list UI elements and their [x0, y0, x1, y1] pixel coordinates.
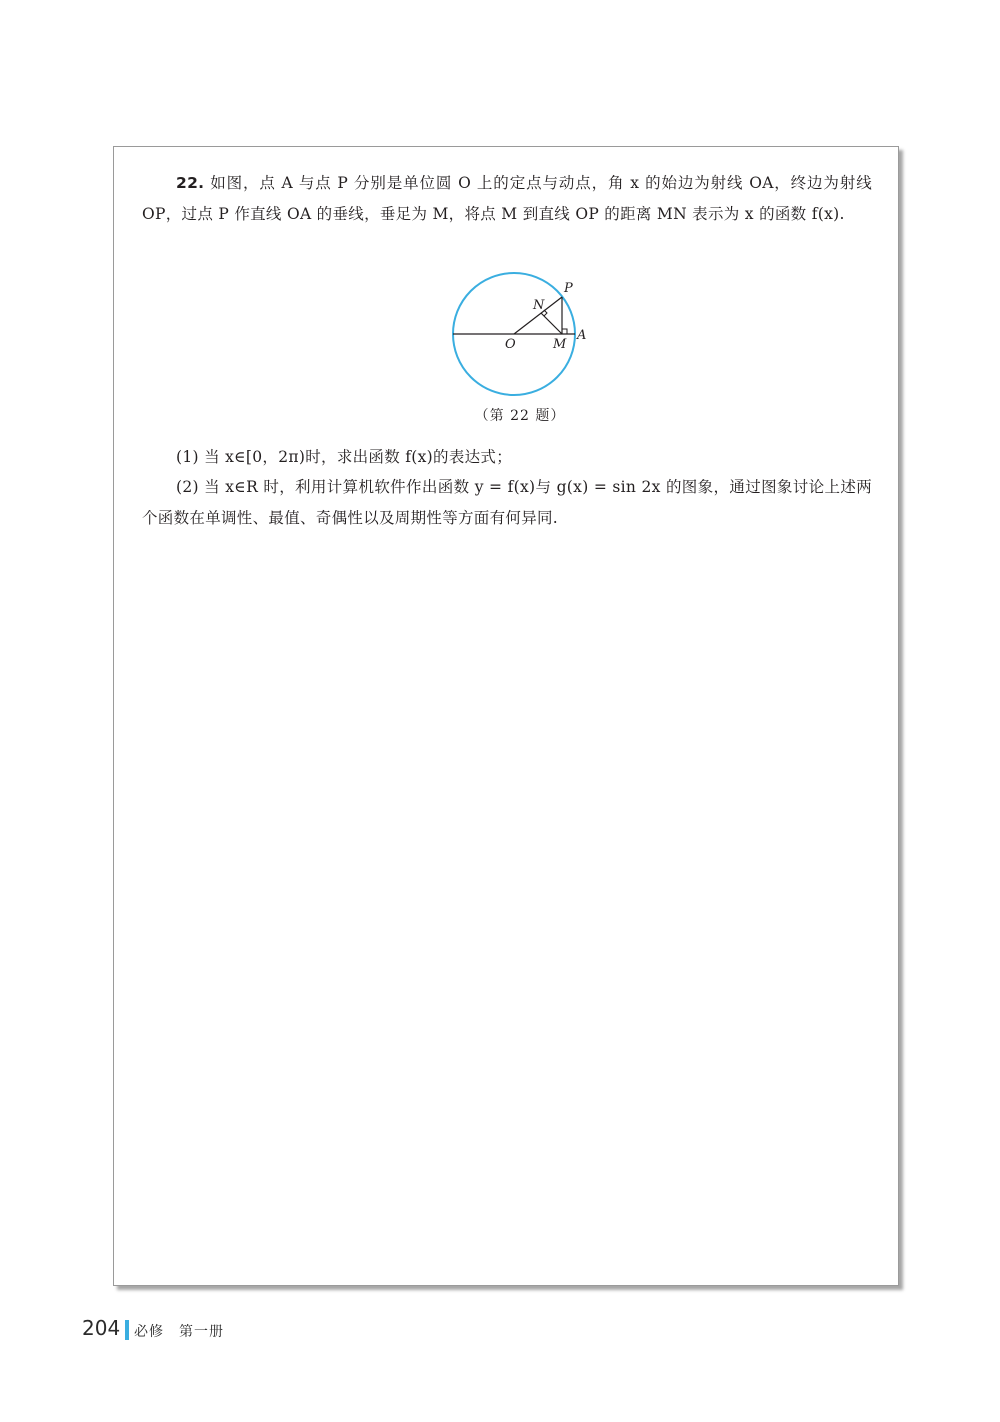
problem-intro-text: 如图，点 A 与点 P 分别是单位圆 O 上的定点与动点，角 x 的始边为射线 OA，终边为射线 OP，过点 P 作直线 OA 的垂线，垂足为 M，将点 M 到直线 OP 的距离 MN 表示为 x 的函数 f(x). — [142, 174, 873, 223]
page-accent-bar — [125, 1320, 129, 1340]
question-2: (2) 当 x∈R 时，利用计算机软件作出函数 y = f(x)与 g(x) = sin 2x 的图象，通过图象讨论上述两个函数在单调性、最值、奇偶性以及周期性等方面有何异同. — [142, 478, 872, 527]
label-o: O — [505, 337, 516, 352]
label-p: P — [564, 281, 573, 296]
book-title: 必修 第一册 — [134, 1324, 224, 1340]
question-1: (1) 当 x∈[0，2π)时，求出函数 f(x)的表达式； — [176, 448, 513, 466]
label-m: M — [553, 337, 567, 352]
label-a: A — [577, 328, 587, 343]
page-number: 204 — [82, 1316, 121, 1340]
problem-intro — [142, 168, 872, 230]
right-angle-mark-n — [544, 310, 547, 316]
unit-circle-figure — [440, 268, 600, 404]
figure-caption: （第 22 题） — [474, 408, 566, 424]
right-angle-mark-m — [562, 329, 567, 334]
problem-number: 22. — [176, 174, 205, 192]
label-n: N — [533, 298, 545, 313]
